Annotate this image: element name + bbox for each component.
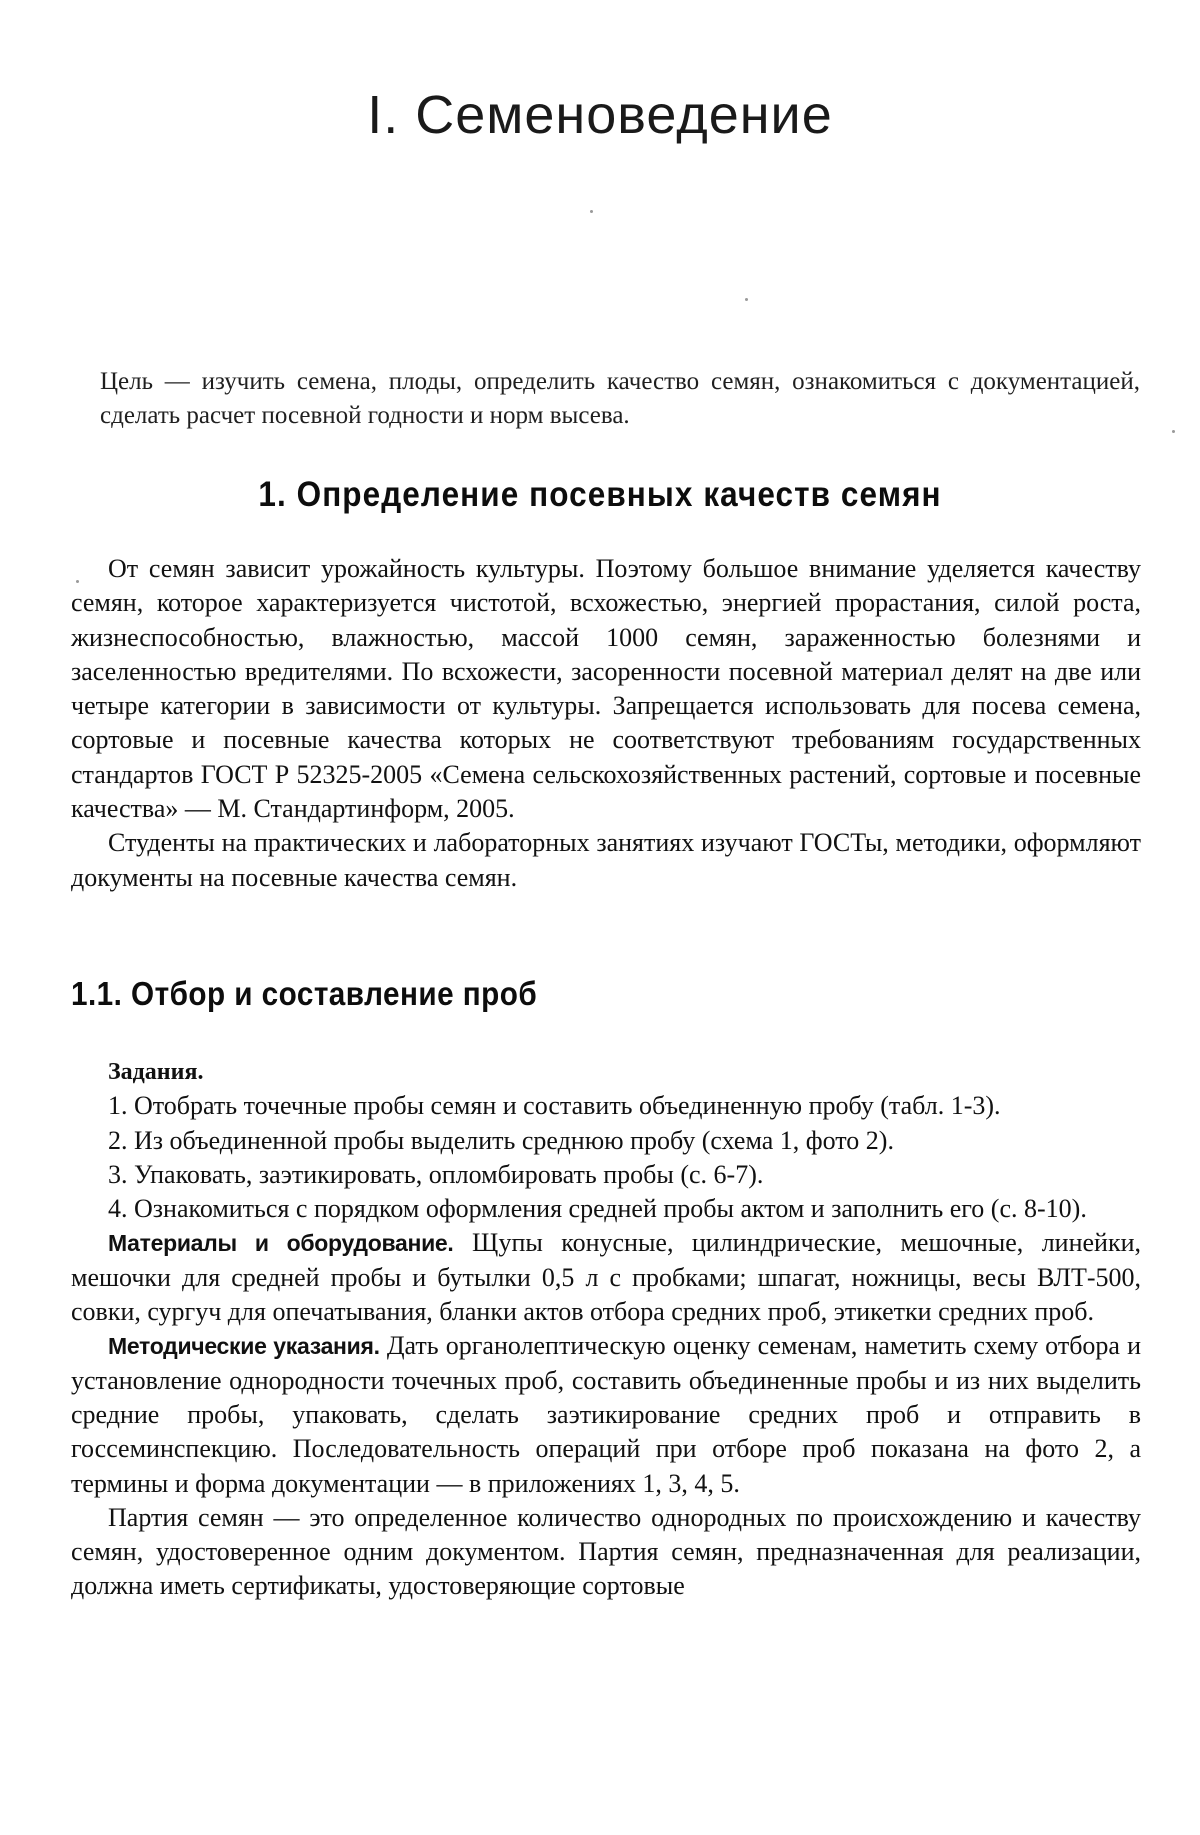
section-1-1-heading: 1.1. Отбор и составление проб [71, 975, 538, 1012]
materials-label: Материалы и оборудование. [108, 1230, 454, 1257]
task-item-1: 1. Отобрать точечные пробы семян и составить объединенную пробу (табл. 1-3). [108, 1091, 1001, 1121]
chapter-title: I. Семеноведение [367, 85, 833, 145]
section-1-body [71, 552, 1141, 895]
section-1-1-body [71, 1055, 1141, 1604]
section-1-heading: 1. Определение посевных качеств семян [258, 475, 942, 514]
method-text: Дать органолептическую оценку семенам, наметить схему отбора и установление однородности точечных проб, составить объединенные пробы и из них выделить средние пробы, упаковать, сделать заэтикирование средних проб и отправить в госсеминспекцию. Последовательность операций при отборе проб показана на фото 2, а термины и форма документации — в приложениях 1, 3, 4, 5. [71, 1331, 1141, 1498]
method-label: Методические указания. [108, 1333, 380, 1360]
last-paragraph: Партия семян — это определенное количество однородных по происхождению и качеству семян, удостоверенное одним документом. Партия семян, предназначенная для реализации, должна иметь сертификаты, удостоверяющие сортовые [71, 1502, 1141, 1601]
scan-speck [745, 298, 748, 301]
method-paragraph [71, 1329, 1141, 1500]
goal-paragraph: Цель — изучить семена, плоды, определить качество семян, ознакомиться с документацией, сделать расчет посевной годности и норм высева. [100, 368, 1140, 429]
materials-text: Щупы конусные, цилиндрические, мешочные, линейки, мешочки для средней пробы и бутылки 0,5 л с пробками; шпагат, ножницы, весы ВЛТ-500, совки, сургуч для опечатывания, бланки актов отбора средних проб, этикетки средних проб. [71, 1228, 1141, 1327]
task-item-3: 3. Упаковать, заэтикировать, опломбировать пробы (с. 6-7). [108, 1159, 764, 1189]
task-item-2: 2. Из объединенной пробы выделить среднюю пробу (схема 1, фото 2). [108, 1125, 894, 1155]
scan-speck [76, 580, 79, 583]
section-1-paragraph-1: От семян зависит урожайность культуры. Поэтому большое внимание уделяется качеству семян, которое характеризуется чистотой, всхожестью, энергией прорастания, силой роста, жизнеспособностью, влажностью, массой 1000 семян, зараженностью болезнями и заселенностью вредителями. По всхожести, засоренности посевной материал делят на две или четыре категории в зависимости от культуры. Запрещается использовать для посева семена, сортовые и посевные качества которых не соответствуют требованиям государственных стандартов ГОСТ Р 52325-2005 «Семена сельскохозяйственных растений, сортовые и посевные качества» — М. Стандартинформ, 2005. [71, 554, 1141, 824]
tasks-heading: Задания. [108, 1059, 204, 1085]
materials-paragraph [71, 1226, 1141, 1329]
scan-speck [590, 210, 593, 213]
scan-speck [1172, 430, 1175, 433]
section-1-paragraph-2: Студенты на практических и лабораторных занятиях изучают ГОСТы, методики, оформляют документы на посевные качества семян. [71, 828, 1141, 892]
task-item-4: 4. Ознакомиться с порядком оформления средней пробы актом и заполнить его (с. 8-10). [108, 1194, 1087, 1224]
